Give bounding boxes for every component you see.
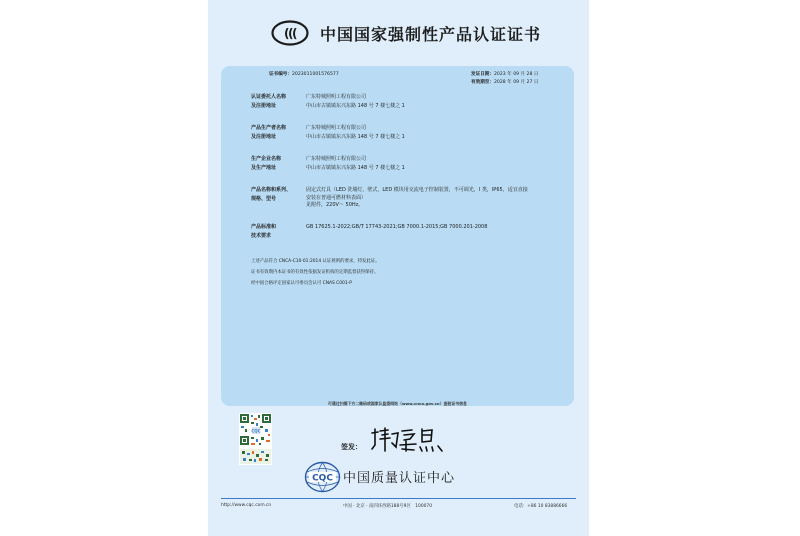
issuing-organization-name: 中国质量认证中心 [343, 471, 456, 486]
qr-code-icon[interactable] [239, 413, 272, 465]
certificate-header [208, 14, 589, 54]
cqc-logo-icon [304, 461, 341, 493]
note-line: 经中国合格评定国家认可委员会认可 CNAS C001-P [251, 281, 352, 286]
ccc-mark-icon [271, 20, 309, 46]
svg-text:(((: ((( [284, 26, 296, 41]
cert-number: 证书编号：2023011001576577 [269, 72, 339, 77]
signature-label: 签发： [341, 443, 362, 451]
issue-date: 发证日期：2023 年 09 月 28 日 [471, 72, 539, 77]
footer-divider [221, 498, 576, 499]
signature-image [368, 425, 450, 455]
footer-address: 中国 · 北京 · 南四环西路188号9区 100070 [343, 504, 432, 509]
verify-instructions: 可通过扫描下方二维码或国家认监委网站（www.cnca.gov.cn）查验证书信息 [328, 401, 467, 406]
footer-website[interactable]: http://www.cqc.com.cn [221, 503, 272, 508]
certificate-page [208, 0, 589, 536]
footer-phone: 电话：+86 10 83886666 [514, 504, 568, 509]
note-line: 上述产品符合 CNCA-C10-01:2014 认证规则的要求，特发此证。 [251, 259, 380, 264]
svg-text:CQC: CQC [251, 428, 261, 434]
note-line: 证书有效期内本证书的有效性依据发证机构的定期监督获得保持。 [251, 270, 379, 275]
certificate-title: 中国国家强制性产品认证证书 [320, 25, 542, 44]
certificate-notes [251, 256, 380, 289]
certificate-body: 证书编号：2023011001576577 发证日期：2023 年 09 月 28 日 有效期至：2028 年 09 月 27 日 认证委托人名称 广东特城照明工程有限公司 及注册地址 中山市古镇镇东兴东路 148 号 7 楼七楼之 1 产品生产者名称 广东特城照明工程有限公司 及注册地址 中山市古镇镇东兴东路 148 号 7 楼七楼之 1 生产企业名称 广东特城照明工程有限公司 及生产地址 中山市古镇镇东兴东路 148 号 7 楼七楼之 1 产品名称和系列、 规格、型号 固定式灯具（LED 洗墙灯，壁式，LED 模块用交流电子控制装置，不可调光，I 类，IP65，适宜直接 安装在普通可燃材料表面） 见附件，220V～ 50Hz。 产品标准和 技术要求 GB 17625.1-2022;GB/T 17743-2021;GB 7000.1-2015;GB 7000.201-2008 上述产品符合 CNCA-C10-01:2014 认证规则的要求，特发此证。 证书有效期内本证书的有效性依据发证机构的定期监督获得保持。 经中国合格评定国家认可委员会认可 CNAS C001-P 可通过扫描下方二维码或国家认监委网站（www.cnca.gov.cn）查验证书信息 [221, 66, 574, 406]
expire-date: 有效期至：2028 年 09 月 27 日 [471, 80, 539, 85]
svg-text:CQC: CQC [312, 473, 333, 484]
